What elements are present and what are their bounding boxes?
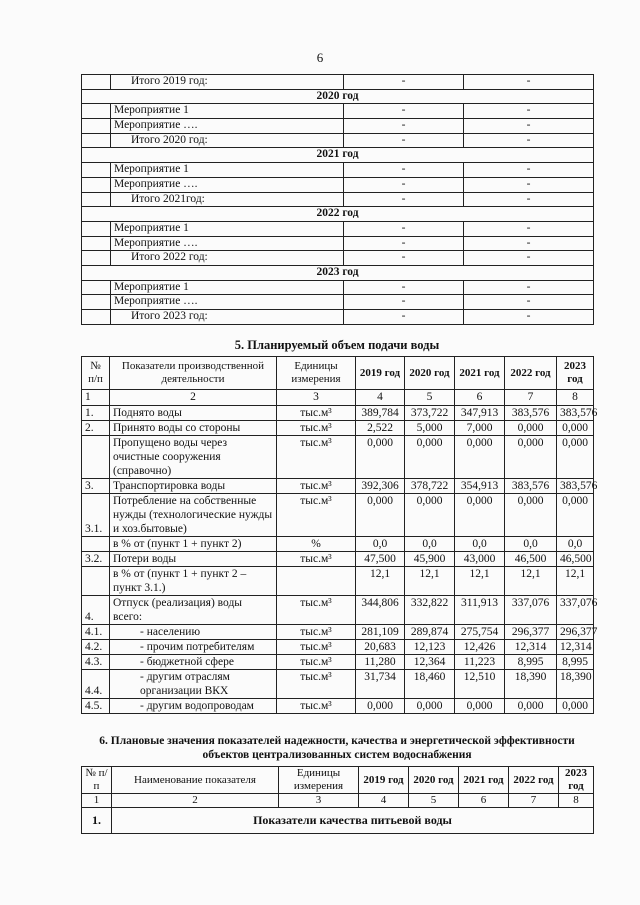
measure-label: Мероприятие 1 — [111, 104, 344, 119]
value-cell: - — [464, 177, 594, 192]
row-number — [82, 567, 110, 596]
indicator-label: в % от (пункт 1 + пункт 2 – пункт 3.1.) — [110, 567, 277, 596]
unit-cell — [277, 567, 356, 596]
unit-cell: тыс.м³ — [277, 494, 356, 537]
row-index-cell — [82, 280, 111, 295]
row-number: 3.1. — [82, 494, 110, 537]
value-cell: 0,0 — [356, 537, 405, 552]
header-year: 2022 год — [509, 767, 559, 794]
value-cell: 11,223 — [455, 655, 505, 670]
value-cell: 18,460 — [405, 670, 455, 699]
table-row — [82, 537, 594, 552]
measure-label: Мероприятие …. — [111, 177, 344, 192]
value-cell: - — [344, 104, 464, 119]
row-index-cell — [82, 119, 111, 134]
section-num: 1. — [82, 808, 112, 834]
measure-label: Итого 2020 год: — [111, 133, 344, 148]
value-cell: 0,000 — [505, 699, 557, 714]
column-number: 8 — [557, 390, 594, 406]
value-cell: 0,000 — [455, 494, 505, 537]
measure-label: Мероприятие 1 — [111, 163, 344, 178]
row-number: 3.2. — [82, 552, 110, 567]
value-cell: 2,522 — [356, 421, 405, 436]
column-number: 5 — [409, 794, 459, 808]
table-row — [82, 421, 594, 436]
indicator-label: Поднято воды — [110, 406, 277, 421]
value-cell: 0,0 — [557, 537, 594, 552]
column-number: 7 — [509, 794, 559, 808]
year-row — [82, 89, 594, 104]
value-cell: 383,576 — [505, 406, 557, 421]
value-cell: 0,0 — [505, 537, 557, 552]
value-cell: 337,076 — [505, 596, 557, 625]
column-number: 3 — [277, 390, 356, 406]
row-index-cell — [82, 310, 111, 325]
row-number: 3. — [82, 479, 110, 494]
value-cell: - — [344, 221, 464, 236]
row-index-cell — [82, 75, 111, 90]
row-index-cell — [82, 104, 111, 119]
header-unit: Единицы измерения — [279, 767, 359, 794]
table-row — [82, 119, 594, 134]
value-cell: - — [464, 163, 594, 178]
measure-label: Итого 2023 год: — [111, 310, 344, 325]
value-cell: 12,123 — [405, 640, 455, 655]
unit-cell: тыс.м³ — [277, 406, 356, 421]
measure-label: Итого 2019 год: — [111, 75, 344, 90]
table-row — [82, 236, 594, 251]
value-cell: 47,500 — [356, 552, 405, 567]
year-row — [82, 207, 594, 222]
table-row — [82, 104, 594, 119]
measure-label: Мероприятие 1 — [111, 280, 344, 295]
row-number: 2. — [82, 421, 110, 436]
column-number: 2 — [110, 390, 277, 406]
value-cell: 0,000 — [405, 699, 455, 714]
year-row — [82, 148, 594, 163]
header-year: 2021 год — [455, 357, 505, 390]
value-cell: - — [464, 192, 594, 207]
header-year: 2020 год — [405, 357, 455, 390]
value-cell: 8,995 — [557, 655, 594, 670]
header-unit: Единицы измерения — [277, 357, 356, 390]
table-header-row — [82, 357, 594, 390]
header-year: 2022 год — [505, 357, 557, 390]
value-cell: 12,1 — [405, 567, 455, 596]
table-row — [82, 280, 594, 295]
value-cell: 12,364 — [405, 655, 455, 670]
table-row — [82, 163, 594, 178]
value-cell: 0,0 — [405, 537, 455, 552]
row-number — [82, 537, 110, 552]
value-cell: 18,390 — [505, 670, 557, 699]
table-row — [82, 406, 594, 421]
value-cell: 344,806 — [356, 596, 405, 625]
row-index-cell — [82, 133, 111, 148]
value-cell: 0,000 — [505, 436, 557, 479]
column-number: 4 — [356, 390, 405, 406]
indicator-label: - другим отраслям организации ВКХ — [110, 670, 277, 699]
value-cell: - — [344, 280, 464, 295]
column-number-row — [82, 794, 594, 808]
value-cell: 378,722 — [405, 479, 455, 494]
value-cell: 373,722 — [405, 406, 455, 421]
table-row — [82, 699, 594, 714]
value-cell: 45,900 — [405, 552, 455, 567]
value-cell: 12,1 — [505, 567, 557, 596]
page-number: 6 — [316, 50, 324, 65]
value-cell: - — [464, 133, 594, 148]
reliability-indicators-table — [81, 766, 594, 834]
value-cell: 289,874 — [405, 625, 455, 640]
plan-measures-table — [81, 74, 594, 325]
row-number: 4.5. — [82, 699, 110, 714]
unit-cell: тыс.м³ — [277, 670, 356, 699]
value-cell: - — [344, 192, 464, 207]
header-year: 2020 год — [409, 767, 459, 794]
value-cell: - — [464, 280, 594, 295]
value-cell: 311,913 — [455, 596, 505, 625]
value-cell: - — [464, 295, 594, 310]
value-cell: 46,500 — [505, 552, 557, 567]
table-row — [82, 436, 594, 479]
indicator-label: Транспортировка воды — [110, 479, 277, 494]
column-number: 1 — [82, 390, 110, 406]
value-cell: - — [344, 133, 464, 148]
section-row — [82, 808, 594, 834]
header-indicator: Наименование показателя — [112, 767, 279, 794]
column-number: 4 — [359, 794, 409, 808]
indicator-label: Отпуск (реализация) воды всего: — [110, 596, 277, 625]
value-cell: 337,076 — [557, 596, 594, 625]
column-number: 8 — [559, 794, 594, 808]
header-num: № п/п — [82, 767, 112, 794]
value-cell: 281,109 — [356, 625, 405, 640]
value-cell: - — [464, 236, 594, 251]
value-cell: 0,000 — [455, 436, 505, 479]
indicator-label: в % от (пункт 1 + пункт 2) — [110, 537, 277, 552]
row-index-cell — [82, 295, 111, 310]
unit-cell: тыс.м³ — [277, 655, 356, 670]
value-cell: - — [464, 251, 594, 266]
row-number — [82, 436, 110, 479]
table-row — [82, 221, 594, 236]
value-cell: 332,822 — [405, 596, 455, 625]
value-cell: 383,576 — [557, 479, 594, 494]
value-cell: 0,000 — [356, 436, 405, 479]
value-cell: 347,913 — [455, 406, 505, 421]
value-cell: 0,000 — [455, 699, 505, 714]
row-number: 4.3. — [82, 655, 110, 670]
indicator-label: Принято воды со стороны — [110, 421, 277, 436]
measure-label: Мероприятие 1 — [111, 221, 344, 236]
water-supply-volume-table — [81, 356, 598, 714]
row-number: 4. — [82, 596, 110, 625]
value-cell: 383,576 — [557, 406, 594, 421]
table-row — [82, 310, 594, 325]
year-heading: 2020 год — [82, 89, 594, 104]
value-cell: 43,000 — [455, 552, 505, 567]
value-cell: - — [464, 75, 594, 90]
row-number: 4.4. — [82, 670, 110, 699]
header-year: 2023 год — [557, 357, 594, 390]
value-cell: 31,734 — [356, 670, 405, 699]
row-index-cell — [82, 251, 111, 266]
indicator-label: Пропущено воды через очистные сооружения (справочно) — [110, 436, 277, 479]
indicator-label: - населению — [110, 625, 277, 640]
header-indicator: Показатели производственной деятельности — [110, 357, 277, 390]
value-cell: 20,683 — [356, 640, 405, 655]
year-heading: 2022 год — [82, 207, 594, 222]
table-row — [82, 192, 594, 207]
row-index-cell — [82, 236, 111, 251]
header-year: 2023 год — [559, 767, 594, 794]
unit-cell: тыс.м³ — [277, 596, 356, 625]
table-row — [82, 655, 594, 670]
indicator-label: - другим водопроводам — [110, 699, 277, 714]
column-number: 1 — [82, 794, 112, 808]
value-cell: - — [344, 236, 464, 251]
header-num: № п/п — [82, 357, 110, 390]
value-cell: - — [344, 251, 464, 266]
value-cell: 12,510 — [455, 670, 505, 699]
table-row — [82, 670, 594, 699]
value-cell: 8,995 — [505, 655, 557, 670]
indicator-label: Потребление на собственные нужды (технологические нужды и хоз.бытовые) — [110, 494, 277, 537]
value-cell: 0,000 — [505, 494, 557, 537]
column-number: 7 — [505, 390, 557, 406]
measure-label: Мероприятие …. — [111, 236, 344, 251]
value-cell: 389,784 — [356, 406, 405, 421]
table-row — [82, 295, 594, 310]
row-index-cell — [82, 221, 111, 236]
section-label: Показатели качества питьевой воды — [112, 808, 594, 834]
row-number: 1. — [82, 406, 110, 421]
table-row — [82, 494, 594, 537]
unit-cell: тыс.м³ — [277, 625, 356, 640]
value-cell: - — [464, 119, 594, 134]
indicator-label: Потери воды — [110, 552, 277, 567]
table-row — [82, 251, 594, 266]
measure-label: Мероприятие …. — [111, 119, 344, 134]
section-5-title: 5. Планируемый объем подачи воды — [234, 338, 440, 352]
value-cell: 0,000 — [557, 421, 594, 436]
value-cell: 0,000 — [356, 699, 405, 714]
header-year: 2019 год — [359, 767, 409, 794]
table-row — [82, 479, 594, 494]
value-cell: 0,000 — [405, 494, 455, 537]
value-cell: 0,000 — [505, 421, 557, 436]
measure-label: Мероприятие …. — [111, 295, 344, 310]
unit-cell: тыс.м³ — [277, 552, 356, 567]
section-6-title: 6. Плановые значения показателей надежности, качества и энергетической эффективности объектов централизованных систем водоснабжения — [99, 735, 575, 761]
value-cell: 5,000 — [405, 421, 455, 436]
table-row — [82, 625, 594, 640]
column-number: 6 — [459, 794, 509, 808]
table-row — [82, 640, 594, 655]
value-cell: 12,426 — [455, 640, 505, 655]
value-cell: 392,306 — [356, 479, 405, 494]
value-cell: 0,000 — [557, 436, 594, 479]
value-cell: 0,000 — [557, 699, 594, 714]
column-number: 3 — [279, 794, 359, 808]
table-row — [82, 177, 594, 192]
year-row — [82, 265, 594, 280]
value-cell: - — [344, 163, 464, 178]
value-cell: 0,0 — [455, 537, 505, 552]
value-cell: - — [464, 221, 594, 236]
header-year: 2019 год — [356, 357, 405, 390]
table-row — [82, 596, 594, 625]
value-cell: 7,000 — [455, 421, 505, 436]
row-number: 4.1. — [82, 625, 110, 640]
value-cell: 18,390 — [557, 670, 594, 699]
measure-label: Итого 2022 год: — [111, 251, 344, 266]
table-row — [82, 75, 594, 90]
value-cell: - — [344, 310, 464, 325]
unit-cell: тыс.м³ — [277, 436, 356, 479]
table-row — [82, 567, 594, 596]
value-cell: 0,000 — [405, 436, 455, 479]
indicator-label: - прочим потребителям — [110, 640, 277, 655]
unit-cell: тыс.м³ — [277, 699, 356, 714]
value-cell: - — [344, 119, 464, 134]
value-cell: 354,913 — [455, 479, 505, 494]
value-cell: - — [344, 177, 464, 192]
value-cell: 0,000 — [557, 494, 594, 537]
value-cell: 12,314 — [505, 640, 557, 655]
header-year: 2021 год — [459, 767, 509, 794]
table-row — [82, 133, 594, 148]
unit-cell: тыс.м³ — [277, 479, 356, 494]
value-cell: - — [464, 310, 594, 325]
value-cell: 12,1 — [557, 567, 594, 596]
value-cell: 0,000 — [356, 494, 405, 537]
row-index-cell — [82, 192, 111, 207]
column-number: 5 — [405, 390, 455, 406]
table-row — [82, 552, 594, 567]
table-header-row — [82, 767, 594, 794]
measure-label: Итого 2021год: — [111, 192, 344, 207]
value-cell: 12,314 — [557, 640, 594, 655]
value-cell: 383,576 — [505, 479, 557, 494]
row-index-cell — [82, 163, 111, 178]
indicator-label: - бюджетной сфере — [110, 655, 277, 670]
value-cell: - — [344, 75, 464, 90]
column-number: 2 — [112, 794, 279, 808]
value-cell: 11,280 — [356, 655, 405, 670]
value-cell: 46,500 — [557, 552, 594, 567]
column-number-row — [82, 390, 594, 406]
row-number: 4.2. — [82, 640, 110, 655]
year-heading: 2023 год — [82, 265, 594, 280]
value-cell: - — [464, 104, 594, 119]
unit-cell: тыс.м³ — [277, 640, 356, 655]
value-cell: 296,377 — [505, 625, 557, 640]
value-cell: 12,1 — [356, 567, 405, 596]
row-index-cell — [82, 177, 111, 192]
value-cell: 12,1 — [455, 567, 505, 596]
value-cell: 275,754 — [455, 625, 505, 640]
year-heading: 2021 год — [82, 148, 594, 163]
value-cell: - — [344, 295, 464, 310]
column-number: 6 — [455, 390, 505, 406]
unit-cell: тыс.м³ — [277, 421, 356, 436]
unit-cell: % — [277, 537, 356, 552]
value-cell: 296,377 — [557, 625, 594, 640]
